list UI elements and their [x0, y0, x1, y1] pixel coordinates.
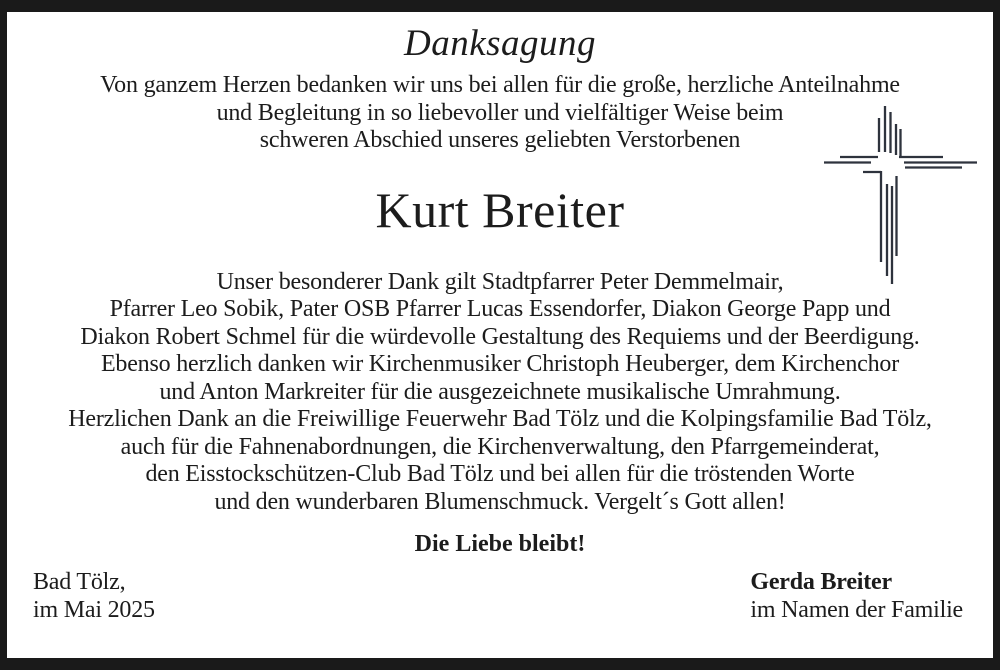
date-line: im Mai 2025 — [33, 597, 155, 623]
intro-line: und Begleitung in so liebevoller und vielfältiger Weise beim — [216, 99, 784, 126]
place-date-block — [33, 568, 155, 624]
thanks-line: Pfarrer Leo Sobik, Pater OSB Pfarrer Lucas Essendorfer, Diakon George Papp und — [109, 296, 891, 322]
notice-footer — [7, 568, 993, 624]
intro-line: schweren Abschied unseres geliebten Verstorbenen — [259, 127, 741, 153]
notice-title: Danksagung — [403, 23, 597, 64]
thanks-line: Unser besonderer Dank gilt Stadtpfarrer Peter Demmelmair, — [216, 268, 784, 295]
thanks-line: und Anton Markreiter für die ausgezeichnete musikalische Umrahmung. — [159, 378, 841, 405]
thanks-line: und den wunderbaren Blumenschmuck. Vergelt´s Gott allen! — [214, 488, 786, 515]
signature-role: im Namen der Familie — [750, 597, 963, 623]
intro-line: Von ganzem Herzen bedanken wir uns bei allen für die große, herzliche Anteilnahme — [100, 72, 900, 98]
thanks-line: Diakon Robert Schmel für die würdevolle Gestaltung des Requiems und der Beerdigung. — [80, 323, 920, 350]
thanks-line: den Eisstockschützen-Club Bad Tölz und bei allen für die tröstenden Worte — [145, 461, 855, 487]
signature-name: Gerda Breiter — [750, 569, 892, 595]
thanks-line: Ebenso herzlich danken wir Kirchenmusiker Christoph Heuberger, dem Kirchenchor — [100, 351, 900, 377]
signature-block — [750, 568, 963, 624]
motto-text: Die Liebe bleibt! — [414, 531, 586, 557]
place-line: Bad Tölz, — [33, 569, 126, 595]
thanks-line: Herzlichen Dank an die Freiwillige Feuerwehr Bad Tölz und die Kolpingsfamilie Bad Tölz, — [68, 406, 932, 432]
thanks-line: auch für die Fahnenabordnungen, die Kirchenverwaltung, den Pfarrgemeinderat, — [120, 433, 880, 460]
thanks-paragraph — [7, 269, 993, 517]
memorial-cross-icon — [821, 104, 981, 294]
deceased-name: Kurt Breiter — [375, 181, 625, 238]
